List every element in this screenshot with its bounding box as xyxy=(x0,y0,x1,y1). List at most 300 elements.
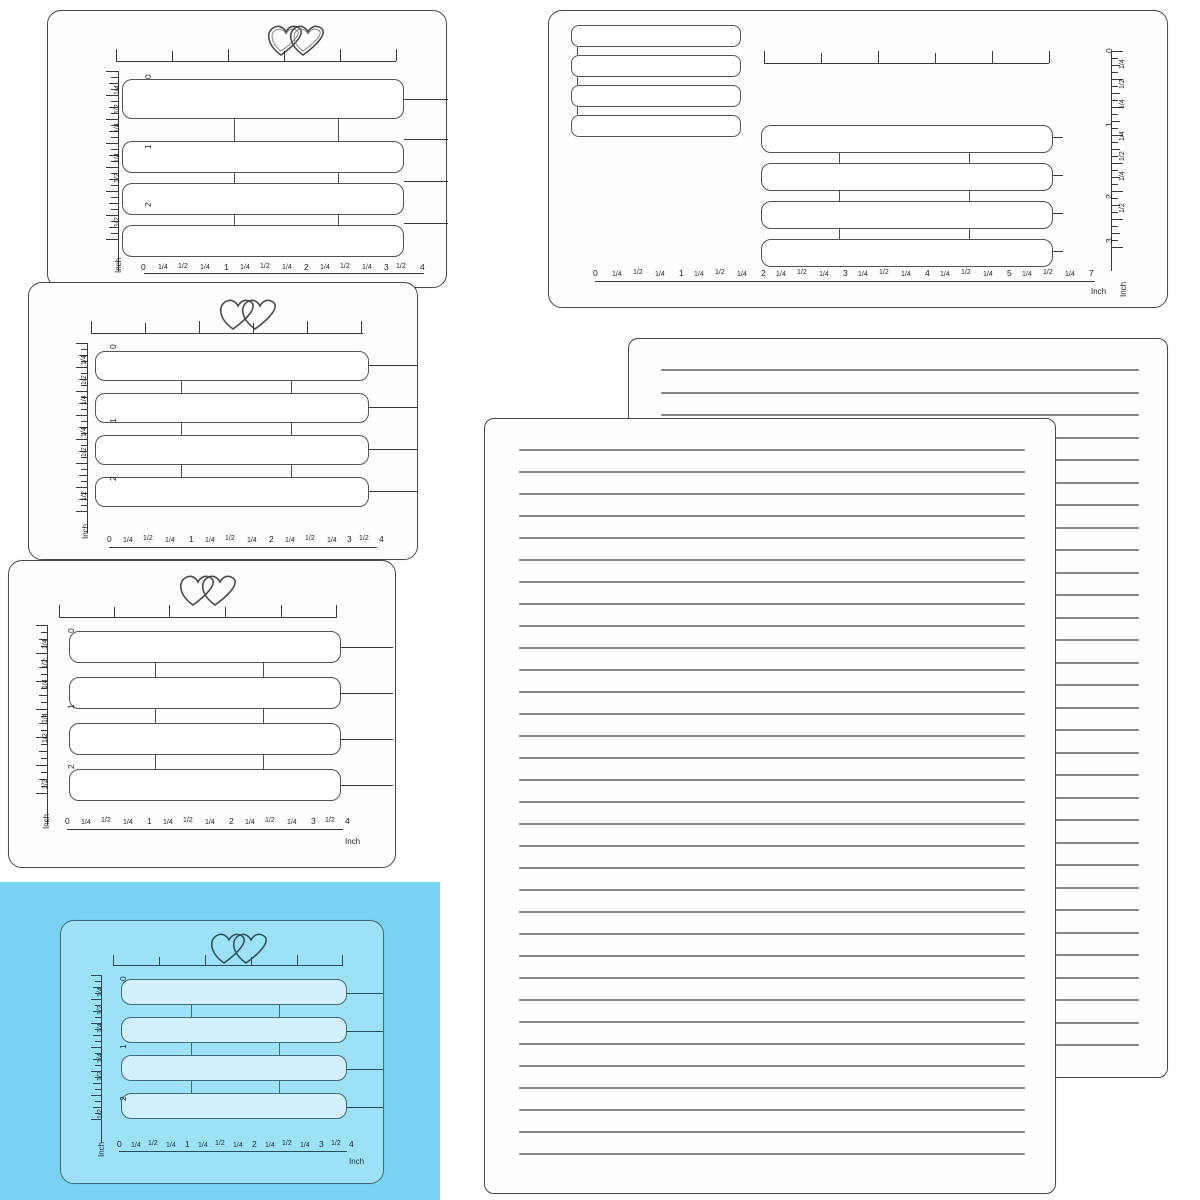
ruler-tick xyxy=(1111,219,1123,220)
vertical-ruler-number: 3 xyxy=(1104,238,1114,243)
slot-divider xyxy=(338,215,339,225)
slot-divider xyxy=(181,423,182,435)
right-notch xyxy=(347,993,383,994)
guide-line xyxy=(519,779,1025,781)
ruler-tick xyxy=(39,695,47,696)
ruler-tick xyxy=(1111,233,1120,234)
vertical-ruler-number: 1 xyxy=(143,144,153,149)
left-vertical-ruler xyxy=(59,343,91,533)
bottom-ruler-number: 1 xyxy=(224,262,229,272)
top-ruler-baseline xyxy=(113,965,343,966)
vertical-ruler-fraction: 1/4 xyxy=(1119,131,1126,141)
vertical-ruler-fraction: 1/2 xyxy=(97,1071,104,1081)
right-notch xyxy=(404,181,448,182)
vertical-ruler-fraction: 1/4 xyxy=(1119,99,1126,109)
bottom-ruler-fraction: 1/4 xyxy=(81,819,91,826)
vertical-ruler-fraction: 1/4 xyxy=(97,987,104,997)
slot-divider xyxy=(969,191,970,201)
stencil-card-wide-7inch[interactable] xyxy=(548,10,1168,308)
guide-line xyxy=(661,369,1139,371)
ruler-tick xyxy=(111,209,118,210)
top-ruler-baseline xyxy=(116,61,396,62)
ruler-tick xyxy=(39,751,47,752)
ruler-tick xyxy=(76,487,87,488)
bottom-ruler-baseline xyxy=(119,1151,347,1152)
address-slot[interactable] xyxy=(95,435,369,465)
right-notch xyxy=(347,1107,383,1108)
ruler-baseline xyxy=(118,71,119,271)
bottom-ruler-fraction: 1/2 xyxy=(143,535,153,542)
right-notch xyxy=(369,365,417,366)
ruler-tick xyxy=(336,605,337,617)
vertical-ruler-fraction: 1/4 xyxy=(1119,171,1126,181)
ruler-tick xyxy=(199,321,200,333)
top-ruler-baseline xyxy=(91,333,363,334)
bottom-ruler-fraction: 1/2 xyxy=(260,263,270,270)
guide-line xyxy=(661,392,1139,394)
slot-divider xyxy=(291,381,292,393)
bottom-ruler-fraction: 1/2 xyxy=(359,535,369,542)
guide-line xyxy=(519,625,1025,627)
bottom-ruler-number: 4 xyxy=(925,268,930,278)
bottom-ruler-fraction: 1/2 xyxy=(879,269,889,276)
ruler-tick xyxy=(1111,184,1118,185)
bottom-ruler-number: 4 xyxy=(345,816,350,826)
bottom-ruler-fraction: 1/4 xyxy=(165,537,175,544)
ruler-tick xyxy=(93,1035,101,1036)
ruler-tick xyxy=(106,239,118,240)
stencil-card-middle-left[interactable] xyxy=(28,282,418,560)
address-slot[interactable] xyxy=(121,1017,347,1043)
bottom-ruler-fraction: 1/4 xyxy=(776,271,786,278)
right-notch xyxy=(1053,213,1063,214)
ruler-baseline xyxy=(47,625,48,825)
stencil-card-on-blue-background[interactable] xyxy=(60,920,384,1184)
ruler-tick xyxy=(106,143,118,144)
slot-divider xyxy=(839,191,840,201)
bottom-ruler-number: 2 xyxy=(761,268,766,278)
vertical-ruler-number: 2 xyxy=(108,476,118,481)
right-notch xyxy=(404,99,448,100)
ruler-tick xyxy=(1111,149,1120,150)
ruler-tick xyxy=(81,505,87,506)
ruler-tick xyxy=(297,955,298,965)
bottom-ruler-number: 0 xyxy=(65,816,70,826)
ruler-tick xyxy=(764,51,765,63)
slot-divider xyxy=(191,1043,192,1055)
address-slot[interactable] xyxy=(69,723,341,755)
ruler-tick xyxy=(1111,114,1118,115)
ruler-tick xyxy=(41,632,47,633)
address-slot[interactable] xyxy=(95,393,369,423)
right-notch xyxy=(347,1069,383,1070)
ruler-tick xyxy=(95,1041,101,1042)
slot-divider xyxy=(839,229,840,239)
right-notch xyxy=(369,407,417,408)
return-address-slot[interactable] xyxy=(571,115,741,137)
slot-divider xyxy=(291,465,292,477)
address-slot[interactable] xyxy=(761,163,1053,191)
ruler-tick xyxy=(340,49,341,61)
vertical-ruler-fraction: 1/4 xyxy=(97,1053,104,1063)
slot-divider xyxy=(181,465,182,477)
guide-line xyxy=(519,955,1025,957)
ruler-tick xyxy=(1111,128,1118,129)
vertical-ruler-fraction: 1/2 xyxy=(81,447,88,457)
stencil-card-top-left[interactable] xyxy=(47,10,447,288)
ruler-tick xyxy=(992,51,993,63)
bottom-ruler-number: 3 xyxy=(347,534,352,544)
vertical-ruler-number: 2 xyxy=(118,1096,128,1101)
guide-line xyxy=(519,889,1025,891)
bottom-ruler-fraction: 1/2 xyxy=(961,269,971,276)
ruler-tick xyxy=(109,83,118,84)
ruler-tick xyxy=(76,343,87,344)
bottom-ruler-fraction: 1/4 xyxy=(166,1142,176,1149)
ruler-tick xyxy=(1111,226,1118,227)
right-notch xyxy=(341,647,393,648)
bottom-ruler-fraction: 1/2 xyxy=(797,269,807,276)
vertical-ruler-fraction: 1/2 xyxy=(42,733,49,743)
bottom-ruler-fraction: 1/2 xyxy=(396,263,406,270)
bottom-ruler-fraction: 1/4 xyxy=(163,819,173,826)
ruler-tick xyxy=(307,321,308,333)
lined-writing-guide-sheet-front[interactable] xyxy=(484,418,1056,1194)
ruler-tick xyxy=(1111,191,1123,192)
ruler-tick xyxy=(81,349,87,350)
right-notch xyxy=(347,1031,383,1032)
bottom-ruler-fraction: 1/4 xyxy=(983,271,993,278)
ruler-tick xyxy=(935,53,936,63)
vertical-ruler-fraction: 1/4 xyxy=(97,1023,104,1033)
inch-unit-label: Inch xyxy=(114,257,123,273)
bottom-ruler-fraction: 1/4 xyxy=(247,537,257,544)
bottom-ruler-fraction: 1/4 xyxy=(737,271,747,278)
address-slot[interactable] xyxy=(122,225,404,257)
ruler-tick xyxy=(113,955,114,965)
address-slot[interactable] xyxy=(761,201,1053,229)
ruler-tick xyxy=(91,999,101,1000)
bottom-ruler-fraction: 1/4 xyxy=(320,264,330,271)
guide-line xyxy=(519,1153,1025,1155)
ruler-tick xyxy=(228,49,229,61)
bottom-ruler-fraction: 1/4 xyxy=(694,271,704,278)
left-vertical-ruler xyxy=(90,71,122,271)
ruler-tick xyxy=(41,744,47,745)
bottom-ruler-fraction: 1/4 xyxy=(819,271,829,278)
vertical-ruler-number: 2 xyxy=(1104,194,1114,199)
vertical-ruler-fraction: 1/4 xyxy=(114,123,121,133)
bottom-ruler-fraction: 1/2 xyxy=(282,1140,292,1147)
ruler-tick xyxy=(41,772,47,773)
ruler-tick xyxy=(821,53,822,63)
bottom-ruler-number: 4 xyxy=(420,262,425,272)
bottom-ruler-number: 0 xyxy=(593,268,598,278)
ruler-tick xyxy=(106,191,118,192)
slot-divider xyxy=(263,755,264,769)
bottom-ruler-baseline xyxy=(67,829,343,830)
ruler-tick xyxy=(109,203,118,204)
vertical-ruler-fraction: 1/2 xyxy=(1119,203,1126,213)
ruler-tick xyxy=(79,475,87,476)
ruler-tick xyxy=(81,421,87,422)
vertical-ruler-fraction: 1/2 xyxy=(97,1005,104,1015)
vertical-ruler-fraction: 1/2 xyxy=(81,375,88,385)
bottom-ruler-number: 2 xyxy=(304,262,309,272)
vertical-ruler-fraction: 1/2 xyxy=(1119,79,1126,89)
ruler-tick xyxy=(95,981,101,982)
address-slot[interactable] xyxy=(122,183,404,215)
ruler-tick xyxy=(81,481,87,482)
ruler-tick xyxy=(106,71,118,72)
address-slot[interactable] xyxy=(118,1093,347,1119)
bottom-ruler-fraction: 1/4 xyxy=(287,819,297,826)
ruler-tick xyxy=(205,955,206,965)
ruler-tick xyxy=(284,51,285,61)
bottom-ruler-number: 4 xyxy=(349,1139,354,1149)
ruler-tick xyxy=(111,101,118,102)
bottom-ruler-number: 3 xyxy=(319,1139,324,1149)
right-notch xyxy=(404,223,448,224)
guide-line xyxy=(519,801,1025,803)
ruler-tick xyxy=(36,709,47,710)
ruler-tick xyxy=(253,323,254,333)
ruler-tick xyxy=(93,1107,101,1108)
ruler-tick xyxy=(106,215,118,216)
bottom-ruler-number: 5 xyxy=(1007,268,1012,278)
ruler-tick xyxy=(111,149,118,150)
vertical-ruler-fraction: 1/4 xyxy=(1119,59,1126,69)
ruler-tick xyxy=(76,511,87,512)
bottom-ruler-fraction: 1/2 xyxy=(148,1140,158,1147)
guide-line xyxy=(519,669,1025,671)
return-address-slot[interactable] xyxy=(571,55,741,77)
vertical-ruler-fraction: 1/2 xyxy=(1119,151,1126,161)
guide-line xyxy=(519,1087,1025,1089)
address-slot[interactable] xyxy=(122,141,404,173)
bottom-ruler-fraction: 1/4 xyxy=(327,537,337,544)
guide-line xyxy=(519,845,1025,847)
inch-unit-label: Inch xyxy=(42,813,51,829)
ruler-tick xyxy=(1049,51,1050,63)
bottom-ruler-fraction: 1/4 xyxy=(282,264,292,271)
bottom-ruler-fraction: 1/4 xyxy=(265,1142,275,1149)
ruler-tick xyxy=(81,385,87,386)
bottom-ruler-fraction: 1/2 xyxy=(178,263,188,270)
vertical-ruler-fraction: 1/2 xyxy=(114,217,121,227)
slot-divider xyxy=(181,381,182,393)
guide-line xyxy=(519,1131,1025,1133)
vertical-ruler-fraction: 1/4 xyxy=(81,395,88,405)
vertical-ruler-fraction: 1/2 xyxy=(114,104,121,114)
right-notch xyxy=(341,739,393,740)
ruler-tick xyxy=(95,1089,101,1090)
bottom-ruler-fraction: 1/4 xyxy=(233,1142,243,1149)
ruler-tick xyxy=(76,415,87,416)
slot-divider xyxy=(338,173,339,183)
ruler-tick xyxy=(109,227,118,228)
address-slot[interactable] xyxy=(761,125,1053,153)
bottom-ruler-fraction: 1/4 xyxy=(205,537,215,544)
bottom-ruler-number: 2 xyxy=(229,816,234,826)
guide-line xyxy=(519,1065,1025,1067)
bottom-ruler-fraction: 1/4 xyxy=(362,264,372,271)
bottom-ruler-baseline xyxy=(109,547,377,548)
slot-divider xyxy=(263,663,264,677)
return-address-slot[interactable] xyxy=(571,85,741,107)
bottom-ruler-fraction: 1/4 xyxy=(205,819,215,826)
bottom-ruler-number: 1 xyxy=(189,534,194,544)
address-slot[interactable] xyxy=(69,631,341,663)
bottom-ruler-baseline xyxy=(144,273,424,274)
slot-divider xyxy=(577,77,578,85)
ruler-tick xyxy=(36,653,47,654)
ruler-tick xyxy=(81,445,87,446)
inch-unit-label: Inch xyxy=(97,1141,106,1157)
bottom-ruler-number: 3 xyxy=(843,268,848,278)
vertical-ruler-number: 1 xyxy=(118,1044,128,1049)
ruler-tick xyxy=(1111,212,1118,213)
address-slot[interactable] xyxy=(761,239,1053,267)
right-notch xyxy=(341,785,393,786)
guide-line xyxy=(519,559,1025,561)
ruler-tick xyxy=(76,391,87,392)
guide-line xyxy=(519,537,1025,539)
guide-line xyxy=(519,647,1025,649)
bottom-ruler-number: 0 xyxy=(117,1139,122,1149)
bottom-ruler-baseline xyxy=(595,281,1095,282)
address-slot[interactable] xyxy=(95,351,369,381)
address-slot[interactable] xyxy=(122,79,404,119)
ruler-tick xyxy=(36,625,47,626)
slot-divider xyxy=(155,709,156,723)
slot-divider xyxy=(969,153,970,163)
double-hearts-logo xyxy=(215,293,277,333)
ruler-tick xyxy=(1111,58,1118,59)
bottom-ruler-number: 7 xyxy=(1089,268,1094,278)
bottom-ruler-fraction: 1/4 xyxy=(123,819,133,826)
address-slot[interactable] xyxy=(95,477,369,507)
vertical-ruler-number: 1 xyxy=(1104,122,1114,127)
guide-line xyxy=(519,757,1025,759)
guide-line xyxy=(519,449,1025,451)
guide-line xyxy=(519,581,1025,583)
vertical-ruler-fraction: 1/2 xyxy=(42,779,49,789)
ruler-tick xyxy=(111,185,118,186)
bottom-ruler-fraction: 1/4 xyxy=(300,1142,310,1149)
guide-line xyxy=(519,493,1025,495)
inch-unit-label: Inch xyxy=(1119,281,1128,297)
ruler-tick xyxy=(91,321,92,333)
inch-unit-label: Inch xyxy=(1091,287,1107,296)
guide-line xyxy=(519,999,1025,1001)
bottom-ruler-number: 4 xyxy=(379,534,384,544)
bottom-ruler-fraction: 1/2 xyxy=(633,269,643,276)
slot-divider xyxy=(279,1005,280,1017)
guide-line xyxy=(519,977,1025,979)
ruler-tick xyxy=(59,605,60,617)
ruler-tick xyxy=(106,167,118,168)
ruler-tick xyxy=(116,49,117,61)
bottom-ruler-number: 1 xyxy=(147,816,152,826)
guide-line xyxy=(519,735,1025,737)
ruler-tick xyxy=(111,77,118,78)
bottom-ruler-number: 2 xyxy=(252,1139,257,1149)
bottom-ruler-fraction: 1/4 xyxy=(940,271,950,278)
bottom-ruler-number: 2 xyxy=(269,534,274,544)
ruler-baseline xyxy=(87,343,88,533)
bottom-ruler-number: 1 xyxy=(185,1139,190,1149)
guide-line xyxy=(519,823,1025,825)
vertical-ruler-number: 2 xyxy=(66,764,76,769)
ruler-tick xyxy=(106,119,118,120)
bottom-ruler-fraction: 1/2 xyxy=(265,817,275,824)
bottom-ruler-fraction: 1/4 xyxy=(285,537,295,544)
slot-divider xyxy=(969,229,970,239)
ruler-tick xyxy=(41,730,47,731)
bottom-ruler-fraction: 1/2 xyxy=(340,263,350,270)
guide-line xyxy=(519,691,1025,693)
ruler-tick xyxy=(225,607,226,617)
vertical-ruler-fraction: 1/2 xyxy=(97,1109,104,1119)
vertical-ruler-fraction: 1/2 xyxy=(114,173,121,183)
ruler-tick xyxy=(1111,93,1120,94)
bottom-ruler-fraction: 1/2 xyxy=(1043,269,1053,276)
vertical-ruler-fraction: 1/4 xyxy=(42,713,49,723)
address-slot[interactable] xyxy=(121,1055,347,1081)
stencil-card-lower-left[interactable] xyxy=(8,560,396,868)
guide-line xyxy=(519,515,1025,517)
ruler-tick xyxy=(342,955,343,965)
ruler-tick xyxy=(91,1095,101,1096)
vertical-ruler-number: 1 xyxy=(66,704,76,709)
vertical-ruler-number: 1 xyxy=(108,418,118,423)
address-slot[interactable] xyxy=(69,769,341,801)
return-address-slot[interactable] xyxy=(571,25,741,47)
bottom-ruler-number: 3 xyxy=(384,262,389,272)
ruler-tick xyxy=(106,95,118,96)
ruler-tick xyxy=(95,1017,101,1018)
bottom-ruler-fraction: 1/4 xyxy=(123,537,133,544)
vertical-ruler-number: 0 xyxy=(1104,48,1114,53)
top-ruler-baseline xyxy=(764,63,1049,64)
guide-line xyxy=(519,471,1025,473)
bottom-ruler-fraction: 1/2 xyxy=(101,817,111,824)
bottom-ruler-fraction: 1/4 xyxy=(198,1142,208,1149)
bottom-ruler-number: 0 xyxy=(107,534,112,544)
vertical-ruler-number: 0 xyxy=(143,74,153,79)
address-slot[interactable] xyxy=(121,979,347,1005)
inch-unit-label: Inch xyxy=(81,523,90,539)
slot-divider xyxy=(577,47,578,55)
slot-divider xyxy=(155,663,156,677)
ruler-tick xyxy=(396,49,397,61)
vertical-ruler-fraction: 1/4 xyxy=(81,427,88,437)
right-notch xyxy=(341,693,393,694)
bottom-ruler-fraction: 1/4 xyxy=(858,271,868,278)
bottom-ruler-number: 1 xyxy=(679,268,684,278)
ruler-tick xyxy=(36,765,47,766)
slot-divider xyxy=(155,755,156,769)
ruler-tick xyxy=(76,463,87,464)
ruler-tick xyxy=(81,469,87,470)
ruler-tick xyxy=(41,758,47,759)
vertical-ruler-number: 2 xyxy=(143,202,153,207)
bottom-ruler-fraction: 1/4 xyxy=(240,264,250,271)
address-slot[interactable] xyxy=(66,677,341,709)
inch-unit-label: Inch xyxy=(349,1157,365,1166)
bottom-ruler-fraction: 1/2 xyxy=(305,535,315,542)
